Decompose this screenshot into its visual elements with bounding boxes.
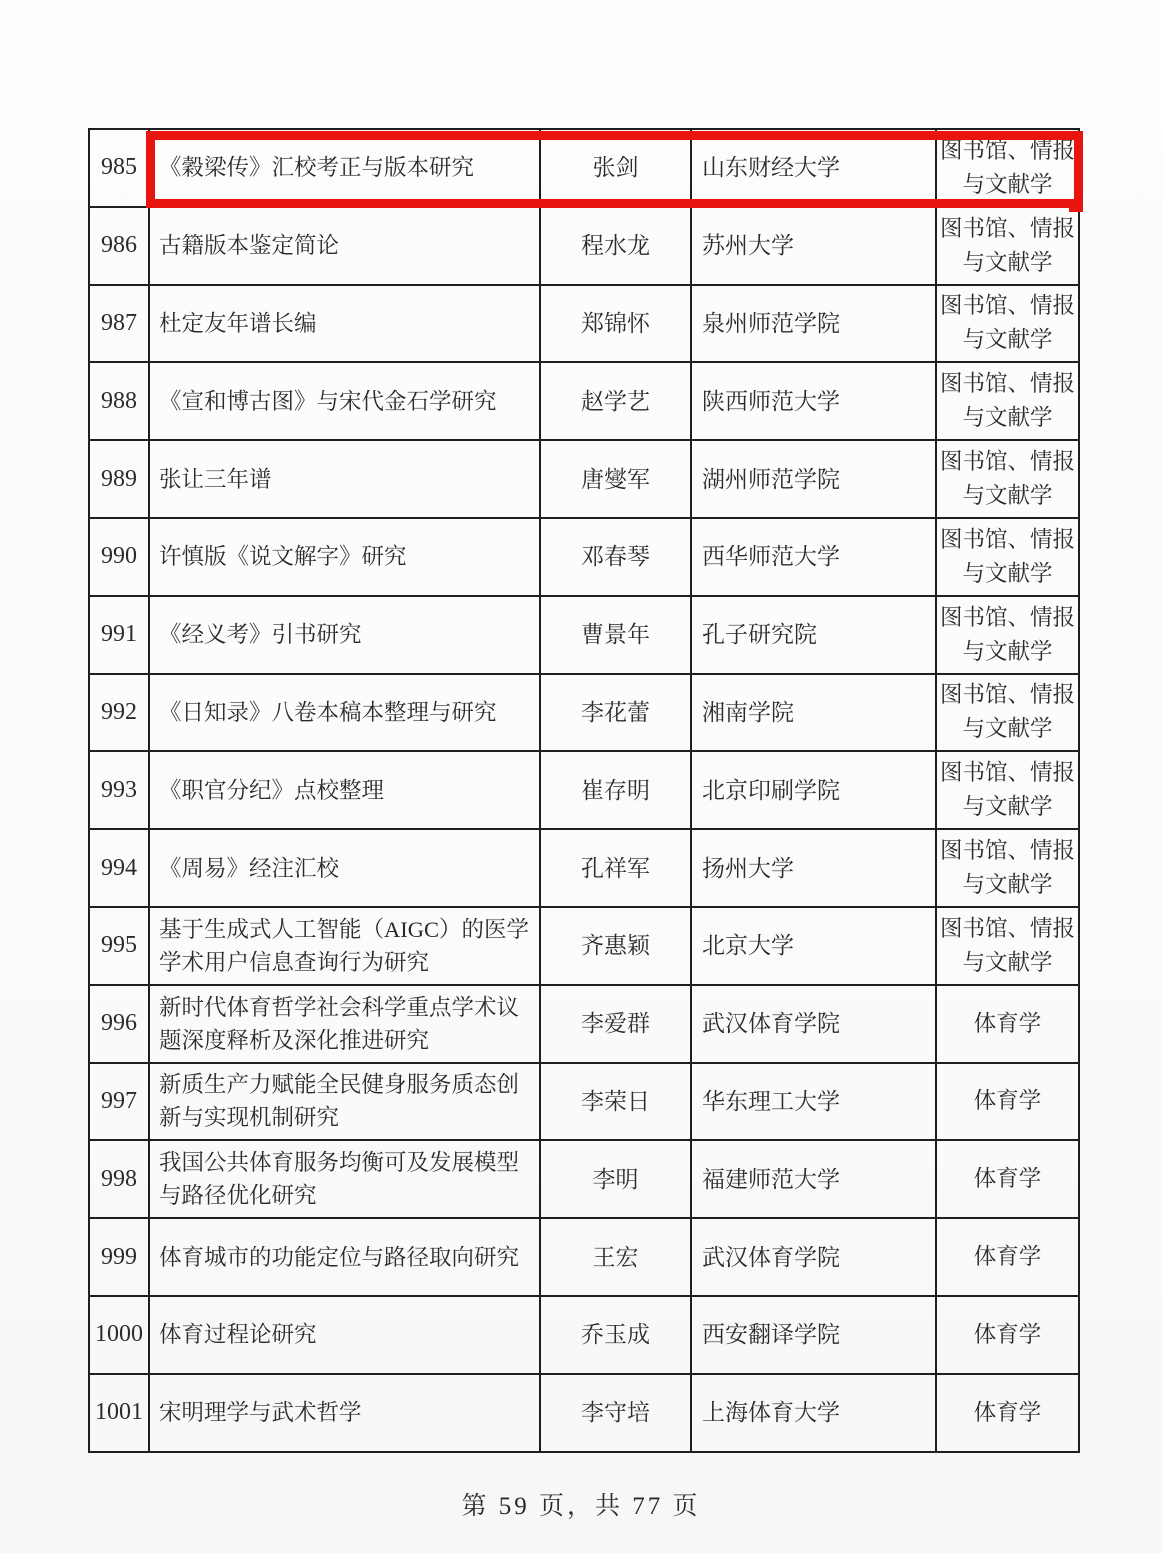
- cell-institution: 湖州师范学院: [691, 440, 936, 518]
- table-row: [89, 1296, 1079, 1374]
- cell-title: 体育城市的功能定位与路径取向研究: [149, 1218, 540, 1296]
- cell-author: 孔祥军: [540, 829, 691, 907]
- table-row: [89, 1218, 1079, 1296]
- cell-discipline: 图书馆、情报与文献学: [936, 907, 1079, 985]
- cell-discipline: 图书馆、情报与文献学: [936, 285, 1079, 363]
- cell-institution: 泉州师范学院: [691, 285, 936, 363]
- cell-discipline: 体育学: [936, 1063, 1079, 1141]
- table-row: [89, 907, 1079, 985]
- cell-author: 李明: [540, 1140, 691, 1218]
- cell-author: 曹景年: [540, 596, 691, 674]
- cell-title: 宋明理学与武术哲学: [149, 1374, 540, 1452]
- cell-institution: 福建师范大学: [691, 1140, 936, 1218]
- cell-id: 992: [89, 674, 149, 752]
- page-footer: 第 59 页，共 77 页: [461, 1493, 701, 1520]
- cell-author: 唐燮军: [540, 440, 691, 518]
- cell-author: 李花蕾: [540, 674, 691, 752]
- cell-discipline: 体育学: [936, 1296, 1079, 1374]
- table-row: [89, 129, 1079, 207]
- cell-institution: 上海体育大学: [691, 1374, 936, 1452]
- cell-institution: 西安翻译学院: [691, 1296, 936, 1374]
- cell-discipline: 图书馆、情报与文献学: [936, 596, 1079, 674]
- table-row: [89, 518, 1079, 596]
- cell-discipline: 体育学: [936, 1374, 1079, 1452]
- cell-discipline: 体育学: [936, 1140, 1079, 1218]
- cell-discipline: 图书馆、情报与文献学: [936, 751, 1079, 829]
- cell-id: 996: [89, 985, 149, 1063]
- cell-institution: 武汉体育学院: [691, 1218, 936, 1296]
- cell-id: 991: [89, 596, 149, 674]
- cell-author: 王宏: [540, 1218, 691, 1296]
- cell-discipline: 图书馆、情报与文献学: [936, 207, 1079, 285]
- cell-title: 新时代体育哲学社会科学重点学术议题深度释析及深化推进研究: [149, 985, 540, 1063]
- cell-institution: 湘南学院: [691, 674, 936, 752]
- cell-title: 新质生产力赋能全民健身服务质态创新与实现机制研究: [149, 1063, 540, 1141]
- cell-author: 齐惠颖: [540, 907, 691, 985]
- cell-id: 989: [89, 440, 149, 518]
- cell-institution: 孔子研究院: [691, 596, 936, 674]
- table-row: [89, 1374, 1079, 1452]
- cell-title: 体育过程论研究: [149, 1296, 540, 1374]
- table-row: [89, 362, 1079, 440]
- cell-id: 993: [89, 751, 149, 829]
- cell-institution: 西华师范大学: [691, 518, 936, 596]
- cell-title: 《穀梁传》汇校考正与版本研究: [149, 129, 540, 207]
- cell-id: 986: [89, 207, 149, 285]
- cell-title: 许慎版《说文解字》研究: [149, 518, 540, 596]
- cell-author: 赵学艺: [540, 362, 691, 440]
- cell-id: 987: [89, 285, 149, 363]
- cell-id: 994: [89, 829, 149, 907]
- cell-discipline: 图书馆、情报与文献学: [936, 518, 1079, 596]
- table-row: [89, 285, 1079, 363]
- cell-author: 张剑: [540, 129, 691, 207]
- cell-institution: 武汉体育学院: [691, 985, 936, 1063]
- cell-discipline: 体育学: [936, 985, 1079, 1063]
- cell-title: 《职官分纪》点校整理: [149, 751, 540, 829]
- cell-author: 崔存明: [540, 751, 691, 829]
- cell-title: 《宣和博古图》与宋代金石学研究: [149, 362, 540, 440]
- cell-id: 999: [89, 1218, 149, 1296]
- cell-institution: 北京印刷学院: [691, 751, 936, 829]
- cell-id: 985: [89, 129, 149, 207]
- table-row: [89, 985, 1079, 1063]
- table-row: [89, 829, 1079, 907]
- cell-institution: 陕西师范大学: [691, 362, 936, 440]
- cell-discipline: 图书馆、情报与文献学: [936, 440, 1079, 518]
- cell-id: 990: [89, 518, 149, 596]
- cell-title: 杜定友年谱长编: [149, 285, 540, 363]
- table-row: [89, 1063, 1079, 1141]
- cell-author: 乔玉成: [540, 1296, 691, 1374]
- cell-id: 988: [89, 362, 149, 440]
- cell-institution: 扬州大学: [691, 829, 936, 907]
- cell-title: 《周易》经注汇校: [149, 829, 540, 907]
- cell-id: 998: [89, 1140, 149, 1218]
- cell-discipline: 图书馆、情报与文献学: [936, 129, 1079, 207]
- cell-id: 997: [89, 1063, 149, 1141]
- cell-author: 李爱群: [540, 985, 691, 1063]
- cell-author: 郑锦怀: [540, 285, 691, 363]
- cell-author: 程水龙: [540, 207, 691, 285]
- cell-title: 我国公共体育服务均衡可及发展模型与路径优化研究: [149, 1140, 540, 1218]
- cell-id: 1000: [89, 1296, 149, 1374]
- table-row: [89, 751, 1079, 829]
- cell-discipline: 体育学: [936, 1218, 1079, 1296]
- cell-title: 古籍版本鉴定简论: [149, 207, 540, 285]
- table-row: [89, 596, 1079, 674]
- cell-author: 李守培: [540, 1374, 691, 1452]
- cell-discipline: 图书馆、情报与文献学: [936, 674, 1079, 752]
- table-row: [89, 1140, 1079, 1218]
- cell-author: 李荣日: [540, 1063, 691, 1141]
- cell-title: 基于生成式人工智能（AIGC）的医学学术用户信息查询行为研究: [149, 907, 540, 985]
- cell-author: 邓春琴: [540, 518, 691, 596]
- table-row: [89, 674, 1079, 752]
- cell-title: 张让三年谱: [149, 440, 540, 518]
- cell-institution: 北京大学: [691, 907, 936, 985]
- cell-institution: 苏州大学: [691, 207, 936, 285]
- project-list-table: [88, 128, 1080, 1453]
- cell-discipline: 图书馆、情报与文献学: [936, 829, 1079, 907]
- cell-id: 1001: [89, 1374, 149, 1452]
- table-row: [89, 207, 1079, 285]
- cell-institution: 山东财经大学: [691, 129, 936, 207]
- table-row: [89, 440, 1079, 518]
- cell-discipline: 图书馆、情报与文献学: [936, 362, 1079, 440]
- cell-title: 《经义考》引书研究: [149, 596, 540, 674]
- cell-title: 《日知录》八卷本稿本整理与研究: [149, 674, 540, 752]
- cell-institution: 华东理工大学: [691, 1063, 936, 1141]
- cell-id: 995: [89, 907, 149, 985]
